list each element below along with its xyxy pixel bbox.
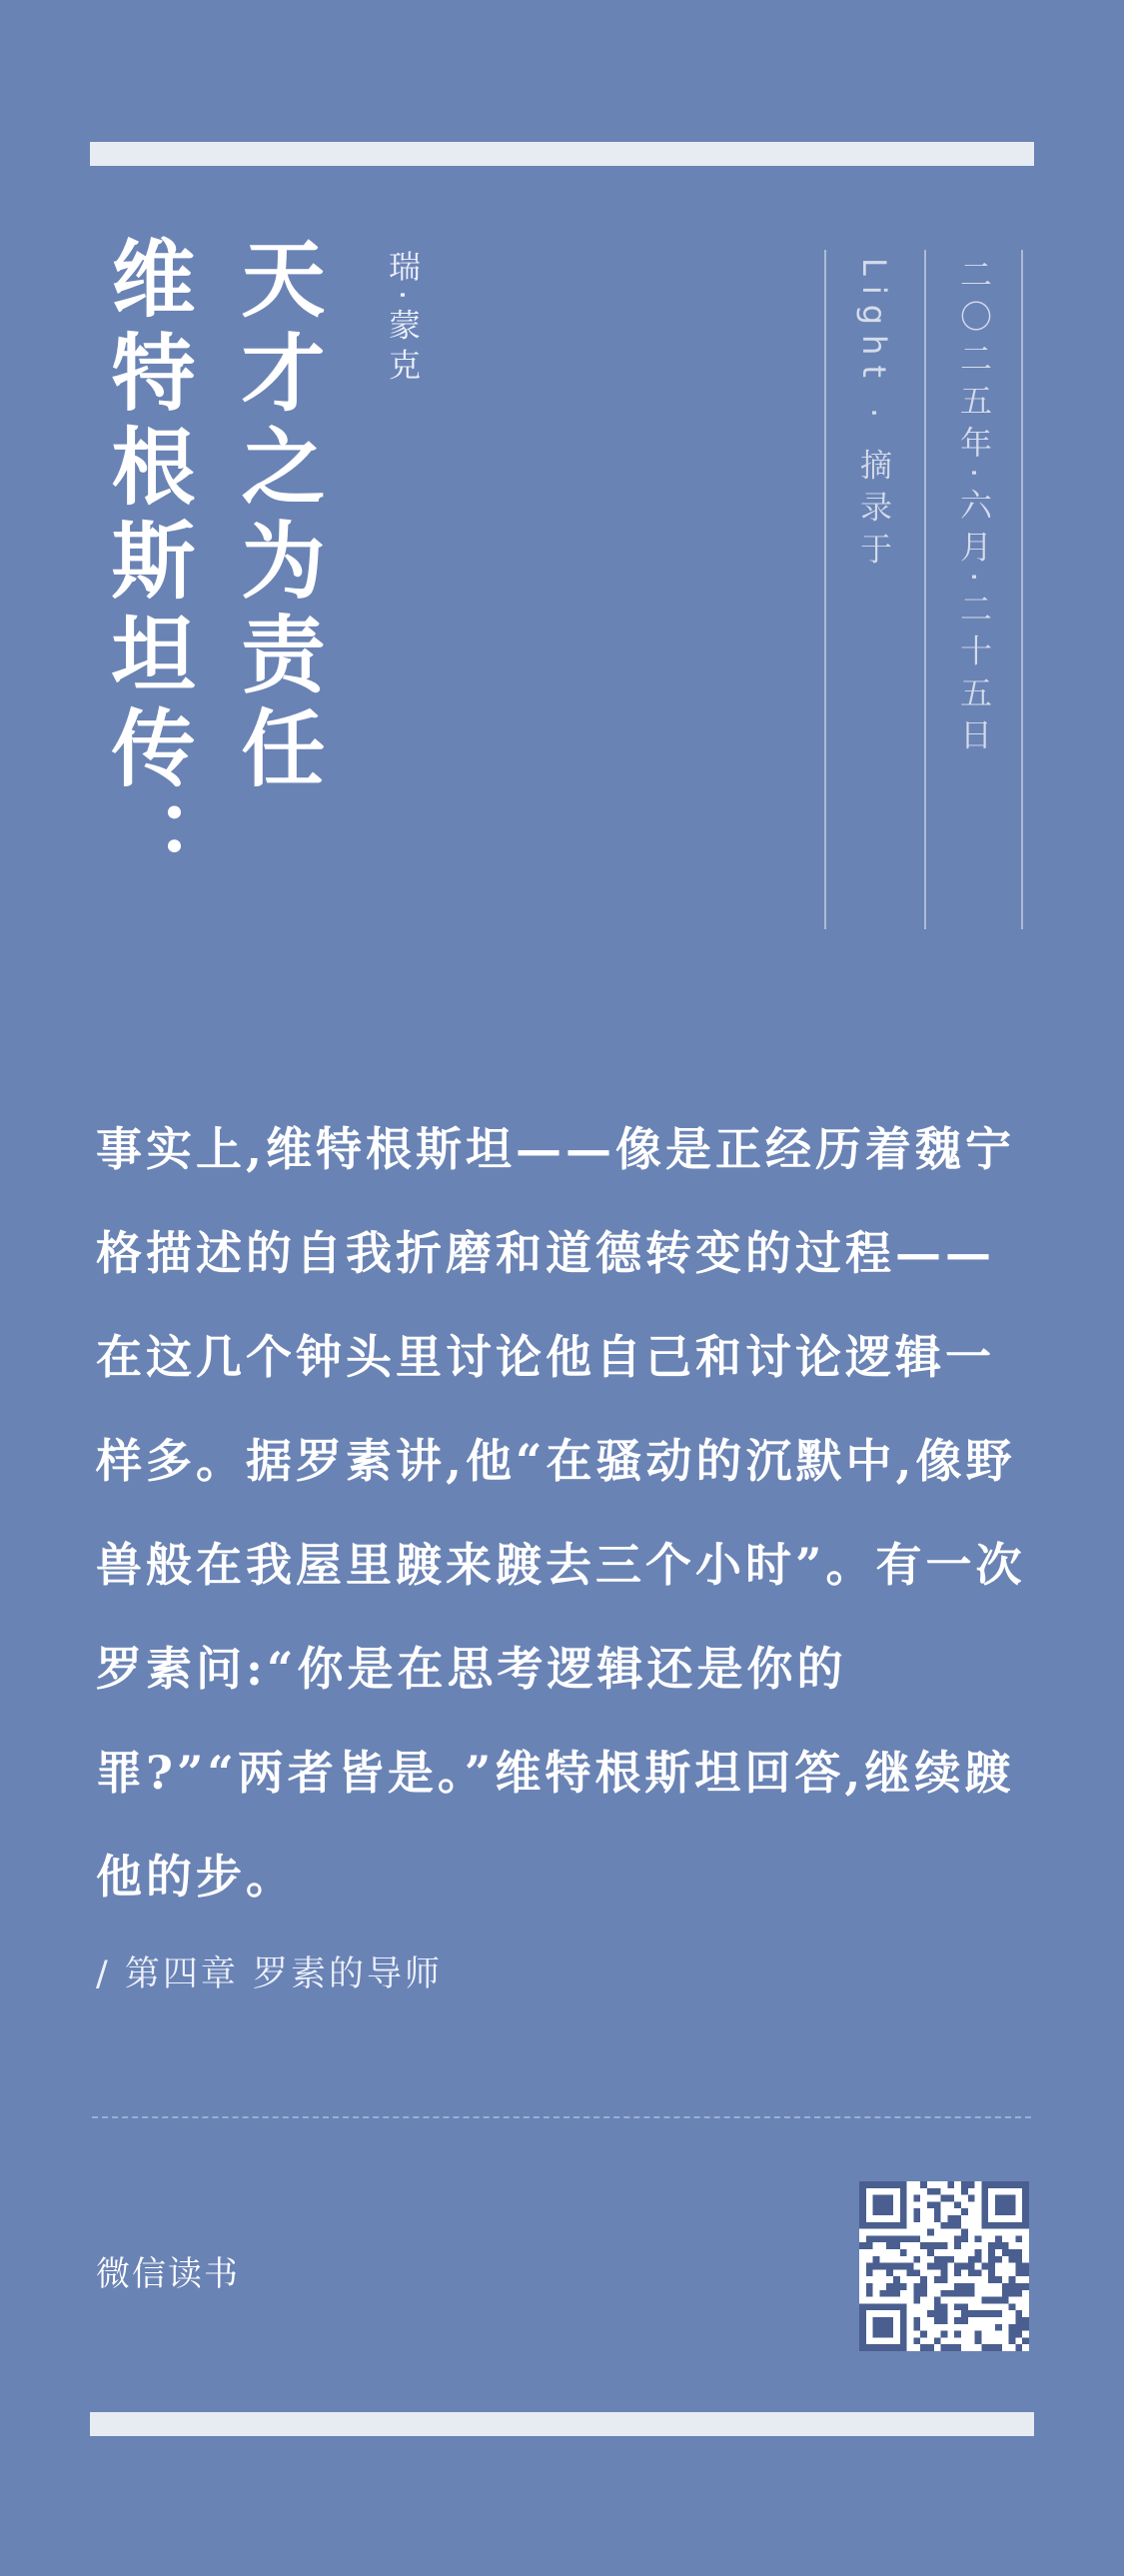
divider-line: [1021, 250, 1023, 929]
book-title-line-1: 维特根斯坦传：: [98, 235, 197, 892]
excerpt-text: 事实上,维特根斯坦——像是正经历着魏宁格描述的自我折磨和道德转变的过程——在这几个钟头里讨论他自己和讨论逻辑一样多。据罗素讲,他“在骚动的沉默中,像野兽般在我屋里踱来踱去三个小时”。有一次罗素问:“你是在思考逻辑还是你的罪?”“两者皆是。”维特根斯坦回答,继续踱他的步。: [96, 1122, 1026, 1904]
divider-line: [824, 250, 826, 929]
book-title-line-2: 天才之为责任: [228, 235, 327, 798]
qr-code-icon[interactable]: [859, 2181, 1029, 2351]
book-author: 瑞·蒙克: [384, 250, 422, 389]
app-brand: 微信读书: [96, 2254, 240, 2294]
top-decorative-bar: [90, 142, 1034, 166]
excerpt-date: 二〇二五年·六月·二十五日: [955, 258, 993, 760]
bottom-decorative-bar: [90, 2412, 1034, 2436]
dashed-divider: [92, 2116, 1031, 2118]
excerpt-source: Light · 摘录于: [855, 258, 893, 575]
divider-line: [924, 250, 926, 929]
chapter-reference: / 第四章 罗素的导师: [96, 1954, 444, 1994]
